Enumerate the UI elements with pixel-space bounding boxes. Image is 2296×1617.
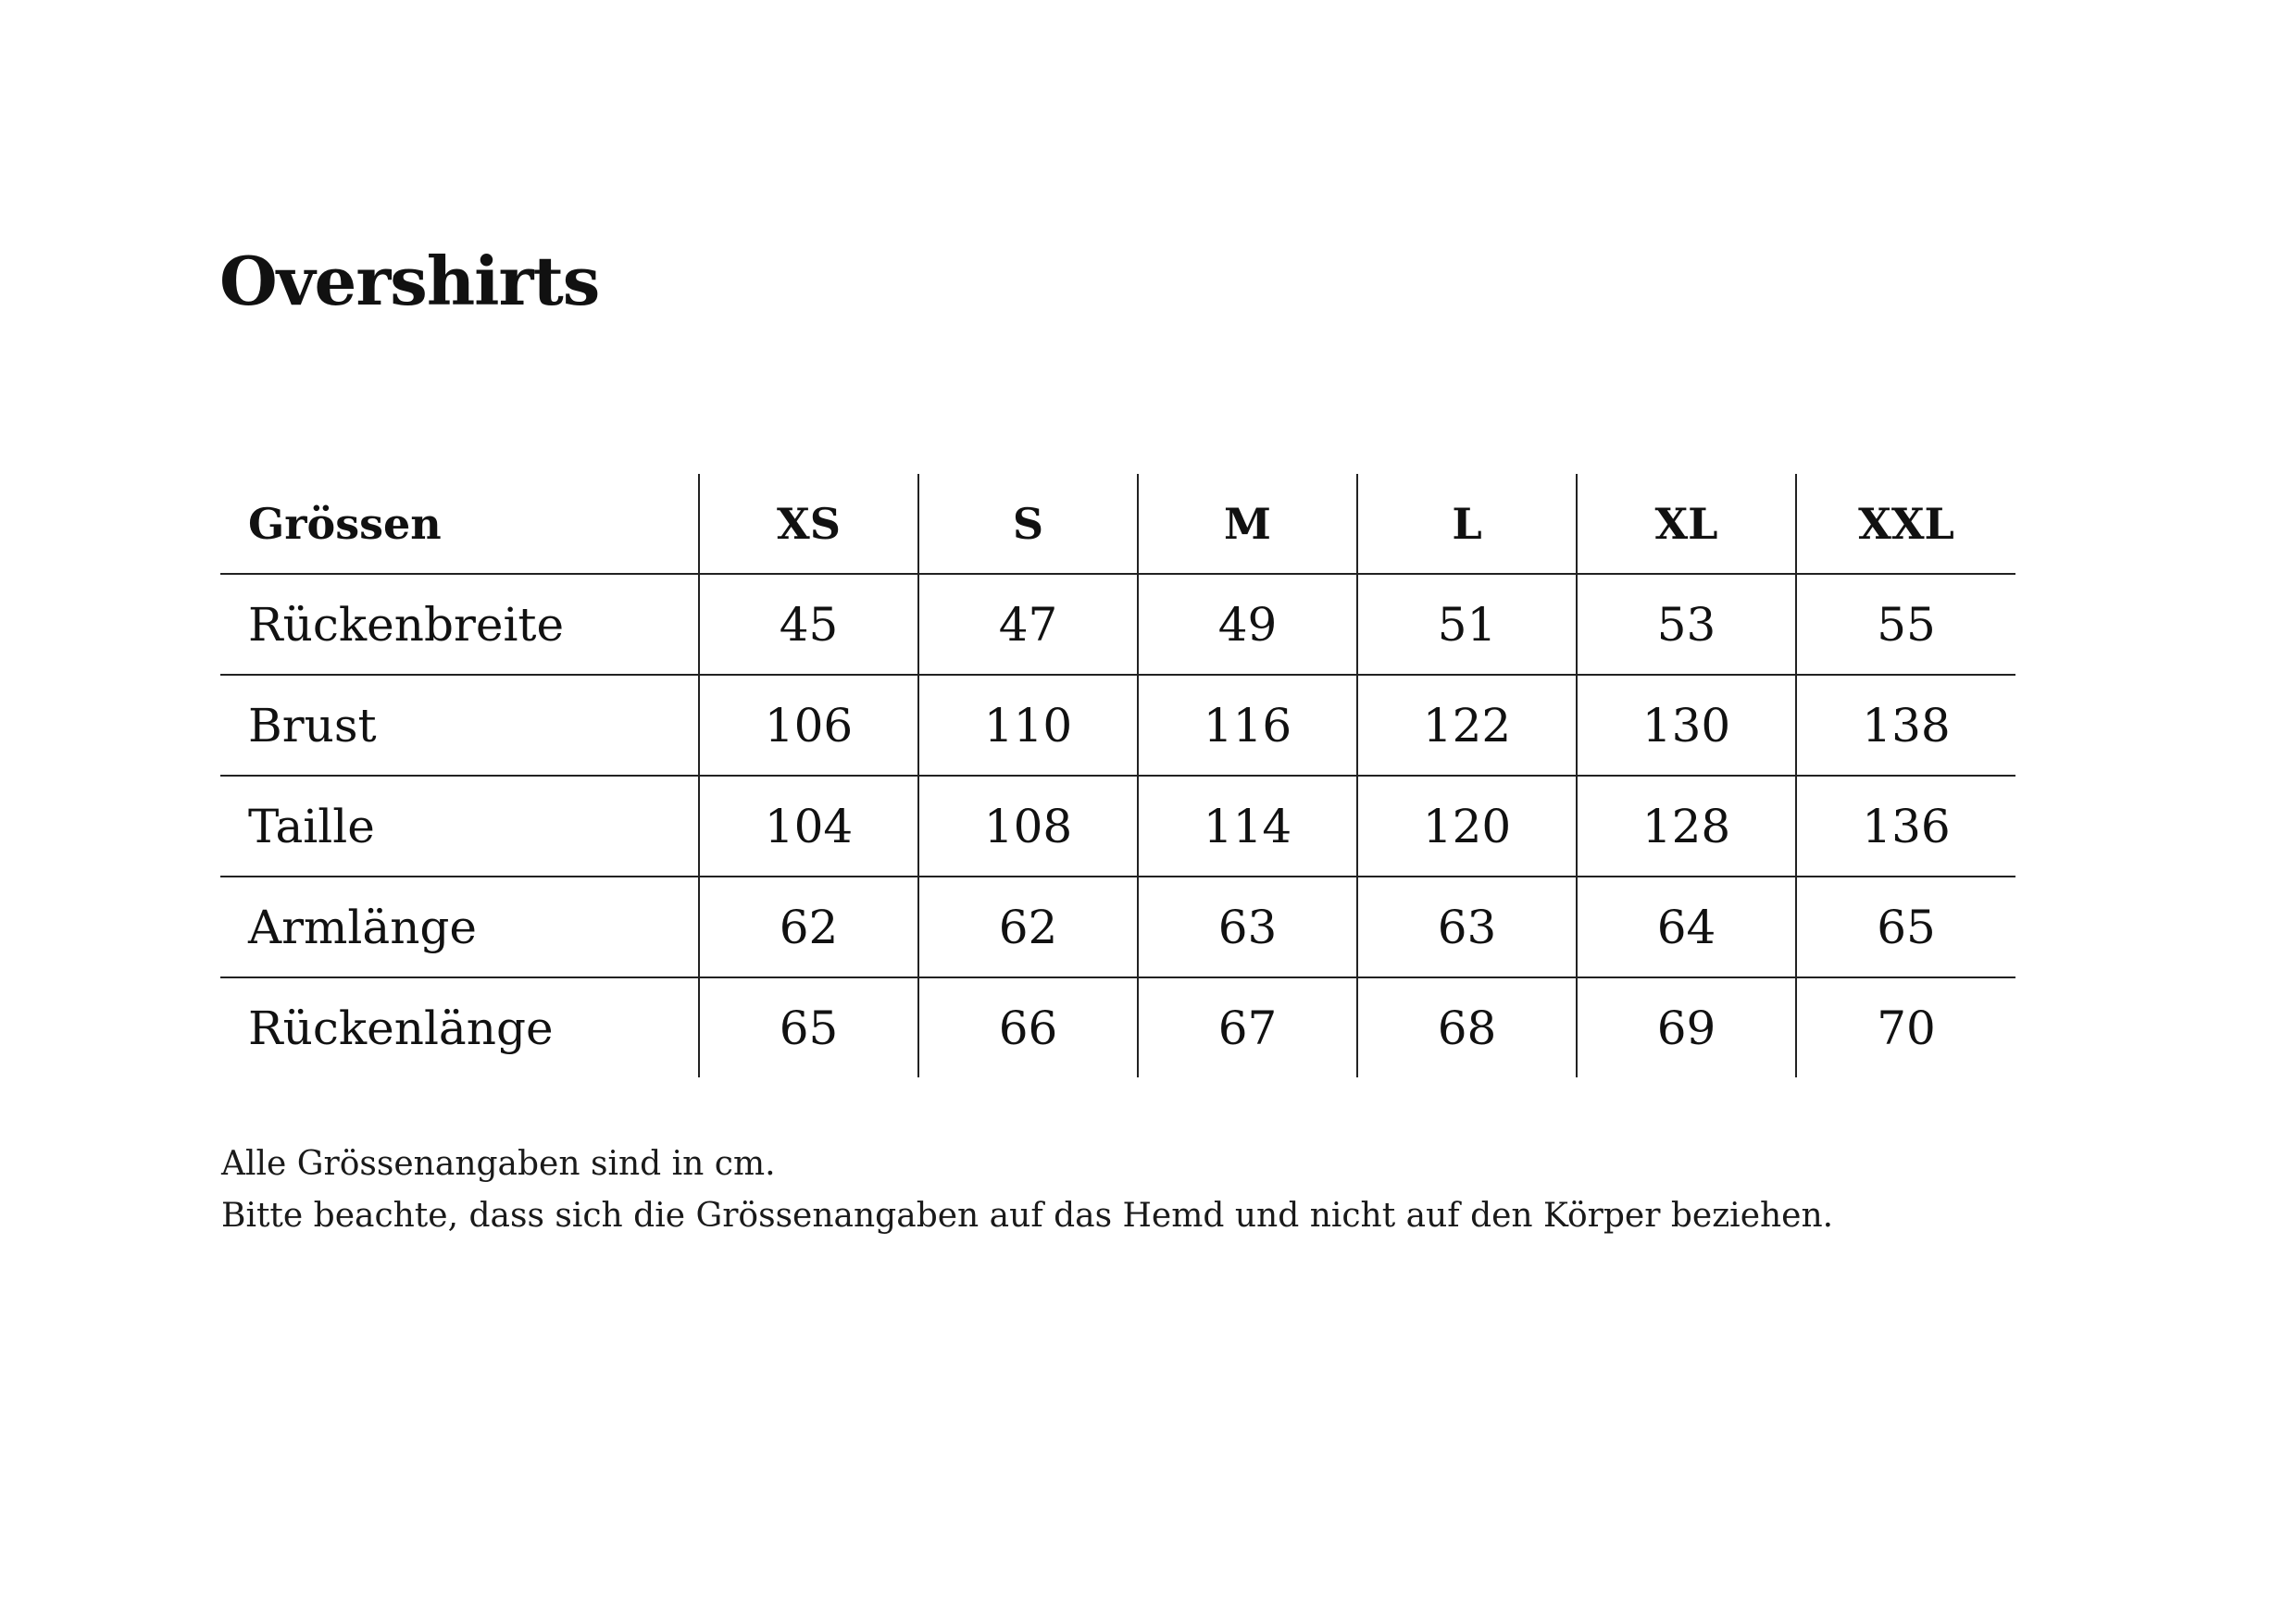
table-cell: 62: [699, 877, 918, 977]
table-cell: 65: [1796, 877, 2015, 977]
table-row: [220, 877, 2015, 977]
size-header: XXL: [1796, 474, 2015, 574]
size-header: XS: [699, 474, 918, 574]
table-row: [220, 776, 2015, 877]
table-row: [220, 675, 2015, 776]
table-cell: 122: [1357, 675, 1577, 776]
table-cell: 128: [1577, 776, 1796, 877]
row-label: Rückenlänge: [248, 1001, 554, 1055]
table-cell: 108: [918, 776, 1138, 877]
table-cell: 63: [1357, 877, 1577, 977]
size-header: S: [918, 474, 1138, 574]
table-cell: 138: [1796, 675, 2015, 776]
table-cell: 104: [699, 776, 918, 877]
table-cell: 62: [918, 877, 1138, 977]
table-cell: 51: [1357, 574, 1577, 675]
table-cell: 64: [1577, 877, 1796, 977]
table-row: [220, 977, 2015, 1077]
table-cell: 67: [1138, 977, 1357, 1077]
size-header: M: [1138, 474, 1357, 574]
table-cell: 47: [918, 574, 1138, 675]
table-cell: 45: [699, 574, 918, 675]
row-label: Taille: [220, 776, 699, 877]
table-row: [220, 574, 2015, 675]
size-header: XL: [1577, 474, 1796, 574]
table-cell: 130: [1577, 675, 1796, 776]
table-cell: 136: [1796, 776, 2015, 877]
row-label: Rückenbreite: [220, 574, 699, 675]
page-title: Overshirts: [219, 242, 600, 320]
size-header: L: [1357, 474, 1577, 574]
table-cell: 66: [918, 977, 1138, 1077]
table-cell: 63: [1138, 877, 1357, 977]
table-cell: 65: [699, 977, 918, 1077]
table-cell: 70: [1796, 977, 2015, 1077]
size-table: [220, 474, 2015, 1077]
table-cell: 120: [1357, 776, 1577, 877]
header-label: Grössen: [220, 474, 699, 574]
row-label: Armlänge: [220, 877, 699, 977]
table-cell: 49: [1138, 574, 1357, 675]
table-cell: 110: [918, 675, 1138, 776]
table-cell: 68: [1357, 977, 1577, 1077]
row-label: Brust: [220, 675, 699, 776]
unit-note: Alle Grössenangaben sind in cm.: [221, 1145, 776, 1183]
garment-note: Bitte beachte, dass sich die Grössenangaben auf das Hemd und nicht auf den Körper beziehen.: [221, 1197, 1834, 1235]
table-cell: 53: [1577, 574, 1796, 675]
table-cell: 106: [699, 675, 918, 776]
table-header-row: [220, 474, 2015, 574]
table-cell: 116: [1138, 675, 1357, 776]
table-cell: 114: [1138, 776, 1357, 877]
table-cell: 55: [1796, 574, 2015, 675]
table-cell: 69: [1577, 977, 1796, 1077]
